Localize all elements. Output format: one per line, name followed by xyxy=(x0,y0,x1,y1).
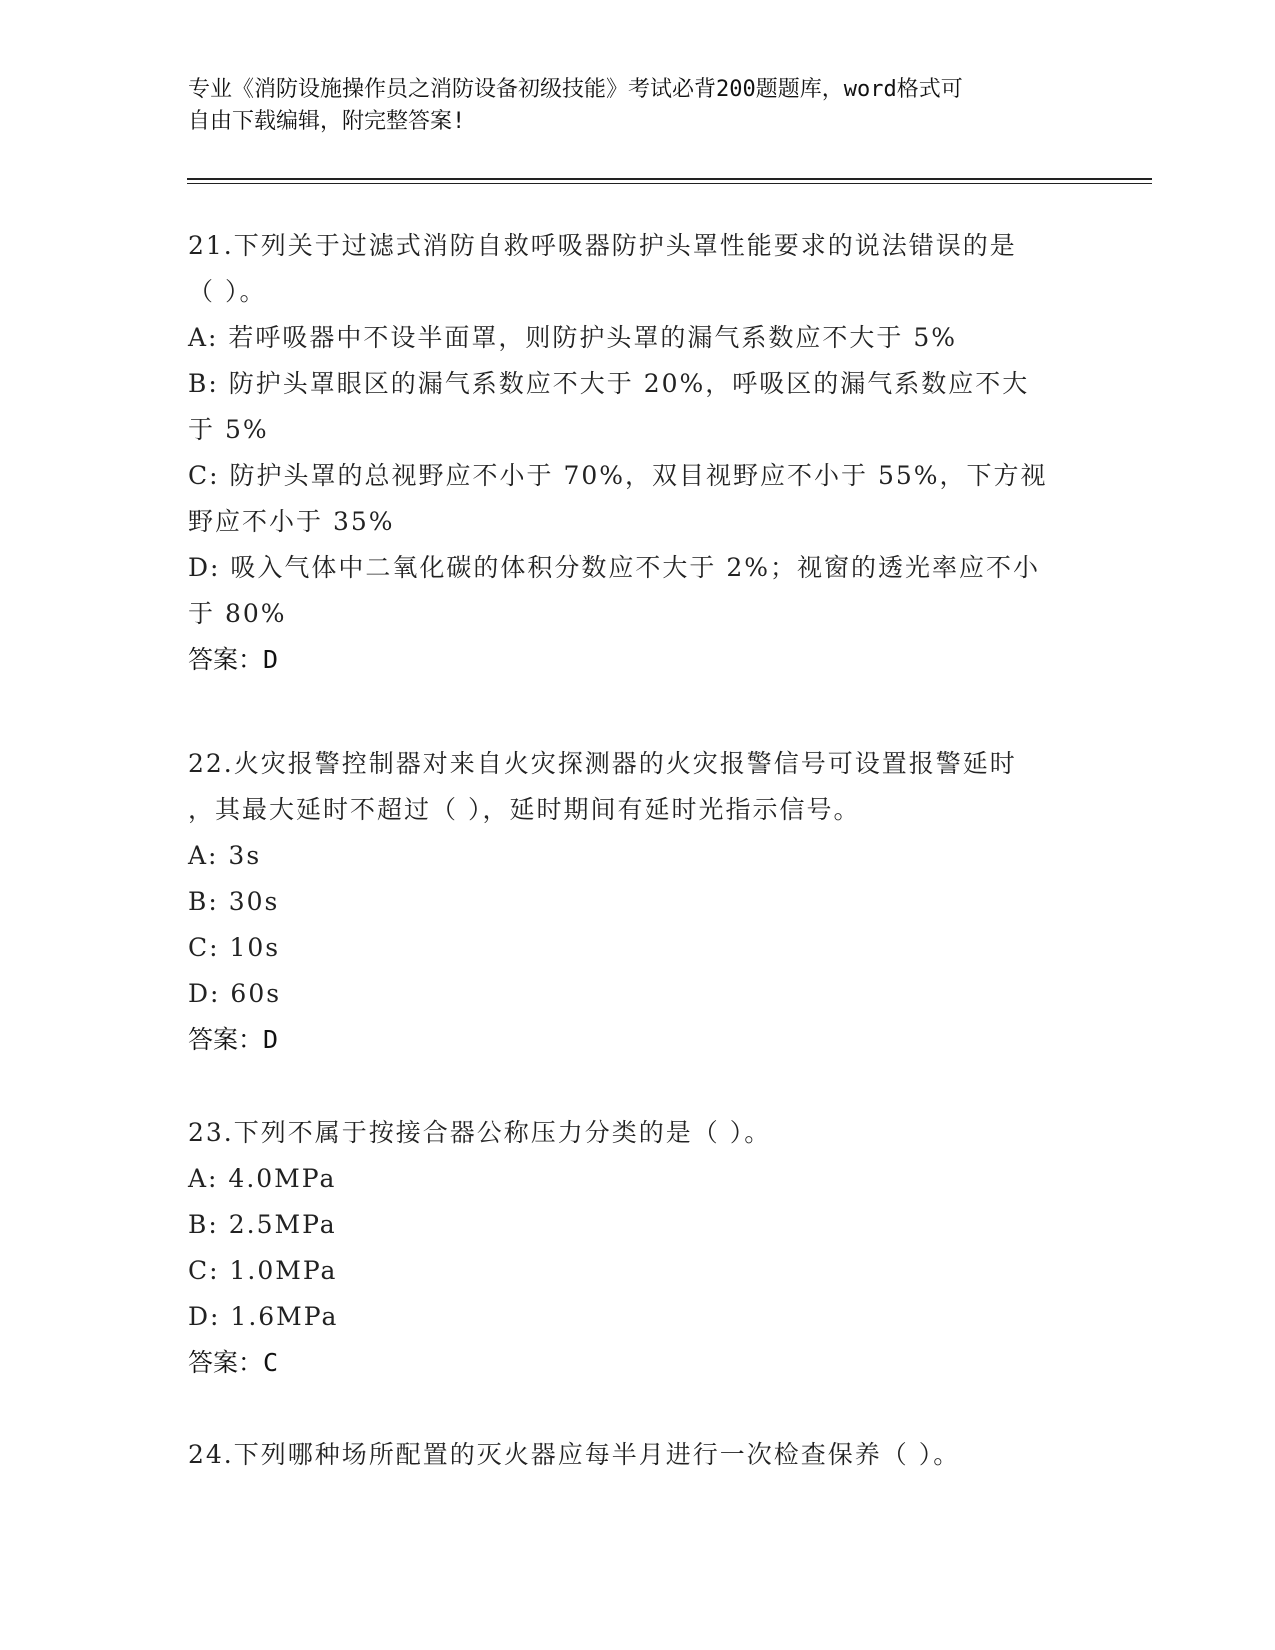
option-b: B: 30s xyxy=(188,887,280,916)
answer: 答案：C xyxy=(188,1348,279,1377)
option-c: C: 10s xyxy=(188,933,281,962)
header-line-2: 自由下载编辑，附完整答案! xyxy=(188,109,466,134)
question-22 xyxy=(188,741,1088,1063)
question-stem-line: （ ）。 xyxy=(188,277,267,306)
header-divider-thick xyxy=(187,178,1152,180)
answer: 答案：D xyxy=(188,645,279,674)
option-c: C: 1.0MPa xyxy=(188,1256,338,1285)
option-c: C: 防护头罩的总视野应不小于 70%，双目视野应不小于 55%，下方视 xyxy=(188,461,1048,490)
option-a: A: 4.0MPa xyxy=(188,1164,337,1193)
question-stem-line: 21.下列关于过滤式消防自救呼吸器防护头罩性能要求的说法错误的是 xyxy=(188,231,1017,260)
option-b-continued: 于 5% xyxy=(188,415,269,444)
option-b: B: 防护头罩眼区的漏气系数应不大于 20%，呼吸区的漏气系数应不大 xyxy=(188,369,1030,398)
question-23 xyxy=(188,1110,1088,1386)
option-d-continued: 于 80% xyxy=(188,599,287,628)
question-21 xyxy=(188,223,1088,683)
question-24 xyxy=(188,1432,1088,1478)
option-d: D: 60s xyxy=(188,979,282,1008)
question-stem-line: 22.火灾报警控制器对来自火灾探测器的火灾报警信号可设置报警延时 xyxy=(188,749,1017,778)
header-line-1: 专业《消防设施操作员之消防设备初级技能》考试必背200题题库，word格式可 xyxy=(188,77,963,102)
question-stem-line: 23.下列不属于按接合器公称压力分类的是（ ）。 xyxy=(188,1118,772,1147)
document-header xyxy=(188,74,1068,138)
option-a: A: 若呼吸器中不设半面罩，则防护头罩的漏气系数应不大于 5% xyxy=(188,323,958,352)
header-divider-thin xyxy=(187,183,1152,184)
option-b: B: 2.5MPa xyxy=(188,1210,337,1239)
question-stem-line: ，其最大延时不超过（ ），延时期间有延时光指示信号。 xyxy=(188,795,861,824)
option-a: A: 3s xyxy=(188,841,262,870)
question-stem-line: 24.下列哪种场所配置的灭火器应每半月进行一次检查保养（ ）。 xyxy=(188,1440,961,1469)
answer: 答案：D xyxy=(188,1025,279,1054)
option-d: D: 1.6MPa xyxy=(188,1302,339,1331)
option-d: D: 吸入气体中二氧化碳的体积分数应不大于 2%；视窗的透光率应不小 xyxy=(188,553,1041,582)
option-c-continued: 野应不小于 35% xyxy=(188,507,395,536)
